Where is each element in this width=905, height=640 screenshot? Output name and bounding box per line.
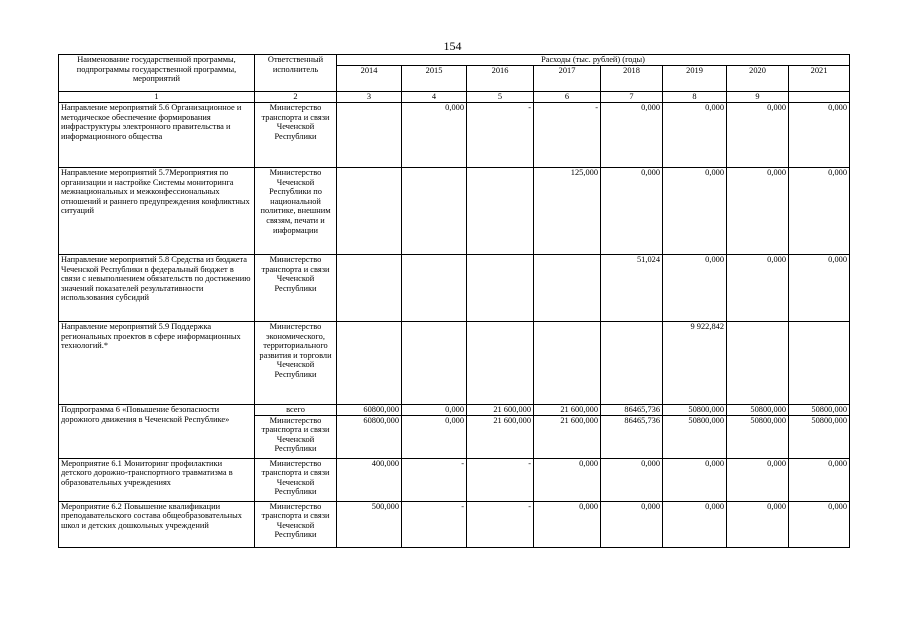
column-index-cell: 9	[727, 92, 789, 103]
header-year-2021: 2021	[789, 65, 850, 91]
amount-2018: 0,000	[601, 168, 663, 255]
activity-name: Направление мероприятий 5.8 Средства из бюджета Чеченской Республики в федеральный бюджет в связи с невыполнением обязательств по достижению значений показателей результативности использования субсидий	[59, 255, 255, 322]
amount-2017	[534, 322, 601, 405]
table-row	[59, 501, 850, 547]
amount-2019: 0,000	[663, 255, 727, 322]
budget-table	[58, 54, 850, 548]
table-row	[59, 322, 850, 405]
total-2018: 86465,736	[601, 405, 663, 416]
amount-2018: 0,000	[601, 103, 663, 168]
subprogram-name: Подпрограмма 6 «Повышение безопасности дорожного движения в Чеченской Республике»	[59, 405, 255, 459]
amount-2015: 0,000	[402, 103, 467, 168]
amount-2015: -	[402, 458, 467, 501]
table-row	[59, 255, 850, 322]
amount-2020: 0,000	[727, 458, 789, 501]
header-year-2020: 2020	[727, 65, 789, 91]
amount-2020	[727, 322, 789, 405]
amount-2014	[337, 255, 402, 322]
column-index-cell: 5	[467, 92, 534, 103]
amount-2017: 0,000	[534, 458, 601, 501]
column-index-cell: 2	[255, 92, 337, 103]
amount-2020: 0,000	[727, 103, 789, 168]
amount-2021: 50800,000	[789, 415, 850, 458]
amount-2019: 9 922,842	[663, 322, 727, 405]
header-responsible-column: Ответственный исполнитель	[255, 55, 337, 92]
amount-2019: 0,000	[663, 168, 727, 255]
amount-2021	[789, 322, 850, 405]
amount-2018: 51,024	[601, 255, 663, 322]
amount-2018	[601, 322, 663, 405]
total-2021: 50800,000	[789, 405, 850, 416]
column-index-cell	[789, 92, 850, 103]
amount-2020: 0,000	[727, 501, 789, 547]
header-name-column: Наименование государственной программы, подпрограммы государственной программы, мероприятий	[59, 55, 255, 92]
amount-2019: 0,000	[663, 458, 727, 501]
total-2017: 21 600,000	[534, 405, 601, 416]
total-2016: 21 600,000	[467, 405, 534, 416]
activity-name: Направление мероприятий 5.6 Организационное и методическое обеспечение формирования инфраструктуры электронного правительства и информационного общества	[59, 103, 255, 168]
activity-name: Направление мероприятий 5.9 Поддержка региональных проектов в сфере информационных технологий.*	[59, 322, 255, 405]
header-year-2016: 2016	[467, 65, 534, 91]
amount-2018: 0,000	[601, 501, 663, 547]
subprogram-total-label: всего	[255, 405, 337, 416]
amount-2016	[467, 322, 534, 405]
amount-2021: 0,000	[789, 103, 850, 168]
responsible-executor: Министерство транспорта и связи Чеченской Республики	[255, 103, 337, 168]
amount-2015	[402, 168, 467, 255]
activity-name: Мероприятие 6.1 Мониторинг профилактики детского дорожно-транспортного травматизма в образовательных учреждениях	[59, 458, 255, 501]
amount-2014: 60800,000	[337, 415, 402, 458]
amount-2019: 0,000	[663, 501, 727, 547]
amount-2020: 0,000	[727, 255, 789, 322]
total-2019: 50800,000	[663, 405, 727, 416]
amount-2017: 125,000	[534, 168, 601, 255]
amount-2017: 21 600,000	[534, 415, 601, 458]
table-row	[59, 458, 850, 501]
amount-2018: 86465,736	[601, 415, 663, 458]
amount-2014: 500,000	[337, 501, 402, 547]
header-year-2015: 2015	[402, 65, 467, 91]
total-2020: 50800,000	[727, 405, 789, 416]
amount-2017	[534, 255, 601, 322]
table-row	[59, 168, 850, 255]
table-row	[59, 103, 850, 168]
amount-2021: 0,000	[789, 501, 850, 547]
amount-2014	[337, 322, 402, 405]
amount-2016: -	[467, 103, 534, 168]
header-expenses: Расходы (тыс. рублей) (годы)	[337, 55, 850, 66]
responsible-executor: Министерство транспорта и связи Чеченской Республики	[255, 458, 337, 501]
responsible-executor: Министерство Чеченской Республики по национальной политике, внешним связям, печати и информации	[255, 168, 337, 255]
subprogram-total-row	[59, 405, 850, 416]
column-index-cell: 7	[601, 92, 663, 103]
column-index-cell: 6	[534, 92, 601, 103]
header-year-2018: 2018	[601, 65, 663, 91]
column-index-cell: 8	[663, 92, 727, 103]
total-2014: 60800,000	[337, 405, 402, 416]
amount-2020: 50800,000	[727, 415, 789, 458]
amount-2016: -	[467, 501, 534, 547]
amount-2015: 0,000	[402, 415, 467, 458]
amount-2015	[402, 322, 467, 405]
amount-2014	[337, 168, 402, 255]
amount-2017: 0,000	[534, 501, 601, 547]
amount-2015: -	[402, 501, 467, 547]
amount-2016	[467, 255, 534, 322]
responsible-executor: Министерство транспорта и связи Чеченской Республики	[255, 415, 337, 458]
amount-2021: 0,000	[789, 168, 850, 255]
total-2015: 0,000	[402, 405, 467, 416]
amount-2020: 0,000	[727, 168, 789, 255]
activity-name: Направление мероприятий 5.7Мероприятия по организации и настройке Системы мониторинга межнациональных и межконфессиональных отношений и раннего предупреждения конфликтных ситуаций	[59, 168, 255, 255]
responsible-executor: Министерство экономического, территориального развития и торговли Чеченской Республики	[255, 322, 337, 405]
column-index-row	[59, 92, 850, 103]
amount-2018: 0,000	[601, 458, 663, 501]
amount-2021: 0,000	[789, 255, 850, 322]
page-number: 154	[443, 39, 462, 53]
header-year-2017: 2017	[534, 65, 601, 91]
amount-2021: 0,000	[789, 458, 850, 501]
column-index-cell: 3	[337, 92, 402, 103]
amount-2014	[337, 103, 402, 168]
header-year-2014: 2014	[337, 65, 402, 91]
amount-2016: 21 600,000	[467, 415, 534, 458]
responsible-executor: Министерство транспорта и связи Чеченской Республики	[255, 255, 337, 322]
responsible-executor: Министерство транспорта и связи Чеченской Республики	[255, 501, 337, 547]
amount-2016	[467, 168, 534, 255]
activity-name: Мероприятие 6.2 Повышение квалификации преподавательского состава общеобразовательных школ и детских дошкольных учреждений	[59, 501, 255, 547]
header-year-2019: 2019	[663, 65, 727, 91]
amount-2014: 400,000	[337, 458, 402, 501]
amount-2019: 50800,000	[663, 415, 727, 458]
amount-2017: -	[534, 103, 601, 168]
column-index-cell: 4	[402, 92, 467, 103]
column-index-cell: 1	[59, 92, 255, 103]
amount-2019: 0,000	[663, 103, 727, 168]
amount-2016: -	[467, 458, 534, 501]
amount-2015	[402, 255, 467, 322]
